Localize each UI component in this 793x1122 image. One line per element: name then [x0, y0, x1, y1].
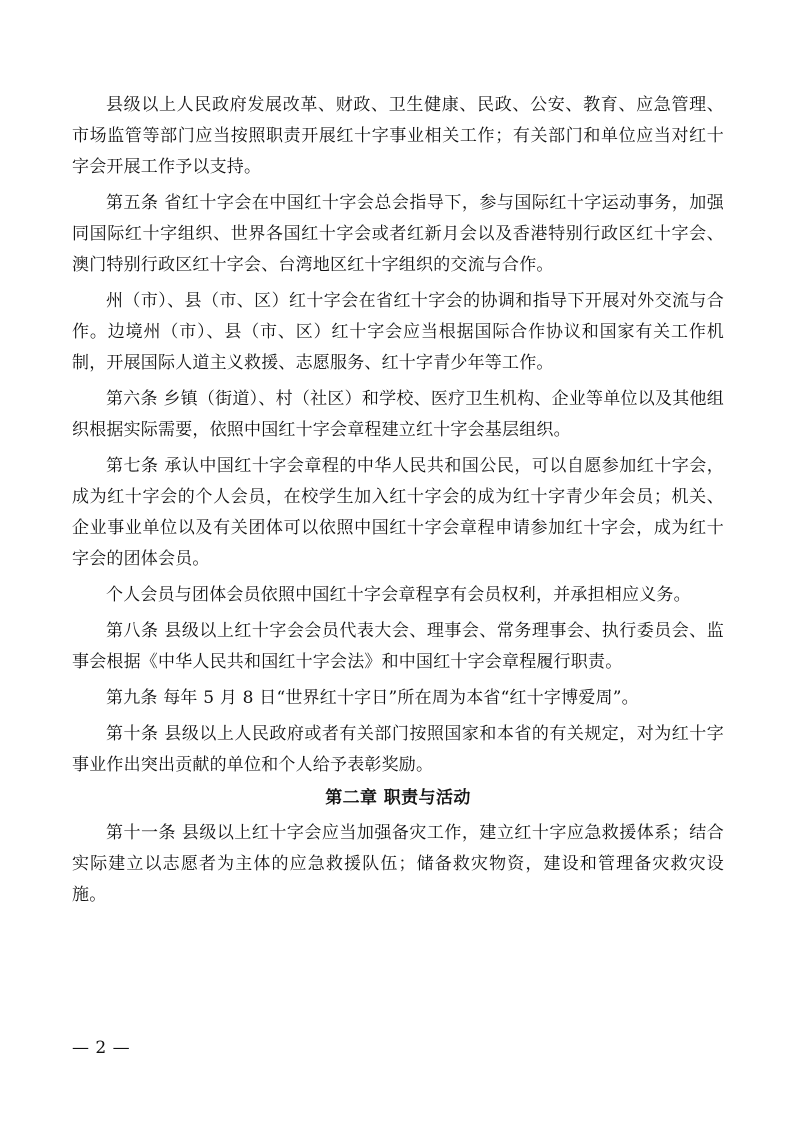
paragraph-article-5: 第五条 省红十字会在中国红十字会总会指导下，参与国际红十字运动事务，加强同国际红十字组织、世界各国红十字会或者红新月会以及香港特别行政区红十字会、澳门特别行政区红十字会、台湾地区红十字组织的交流与合作。 [72, 193, 724, 275]
paragraph-member-rights: 个人会员与团体会员依照中国红十字会章程享有会员权利，并承担相应义务。 [106, 585, 691, 605]
paragraph-article-8: 第八条 县级以上红十字会会员代表大会、理事会、常务理事会、执行委员会、监事会根据《中华人民共和国红十字会法》和中国红十字会章程履行职责。 [72, 621, 724, 672]
paragraph-departments-duties: 县级以上人民政府发展改革、财政、卫生健康、民政、公安、教育、应急管理、市场监管等部门应当按照职责开展红十字事业相关工作；有关部门和单位应当对红十字会开展工作予以支持。 [72, 95, 724, 177]
page-number: — 2 — [72, 1038, 131, 1058]
paragraph-external-exchange: 州（市）、县（市、区）红十字会在省红十字会的协调和指导下开展对外交流与合作。边境州（市）、县（市、区）红十字会应当根据国际合作协议和国家有关工作机制，开展国际人道主义救援、志愿服务、红十字青少年等工作。 [72, 291, 724, 373]
document-body [72, 90, 724, 911]
chapter-heading: 第二章 职责与活动 [325, 788, 471, 808]
paragraph-article-9: 第九条 每年 5 月 8 日“世界红十字日”所在周为本省“红十字博爱周”。 [106, 688, 639, 708]
paragraph-article-10: 第十条 县级以上人民政府或者有关部门按照国家和本省的有关规定，对为红十字事业作出突出贡献的单位和个人给予表彰奖励。 [72, 724, 724, 775]
paragraph-article-11: 第十一条 县级以上红十字会应当加强备灾工作，建立红十字应急救援体系；结合实际建立以志愿者为主体的应急救援队伍；储备救灾物资，建设和管理备灾救灾设施。 [72, 823, 724, 905]
paragraph-article-6: 第六条 乡镇（街道）、村（社区）和学校、医疗卫生机构、企业等单位以及其他组织根据实际需要，依照中国红十字会章程建立红十字会基层组织。 [72, 389, 724, 440]
paragraph-article-7: 第七条 承认中国红十字会章程的中华人民共和国公民，可以自愿参加红十字会，成为红十字会的个人会员，在校学生加入红十字会的成为红十字青少年会员；机关、企业事业单位以及有关团体可以依照中国红十字会章程申请参加红十字会，成为红十字会的团体会员。 [72, 456, 724, 569]
